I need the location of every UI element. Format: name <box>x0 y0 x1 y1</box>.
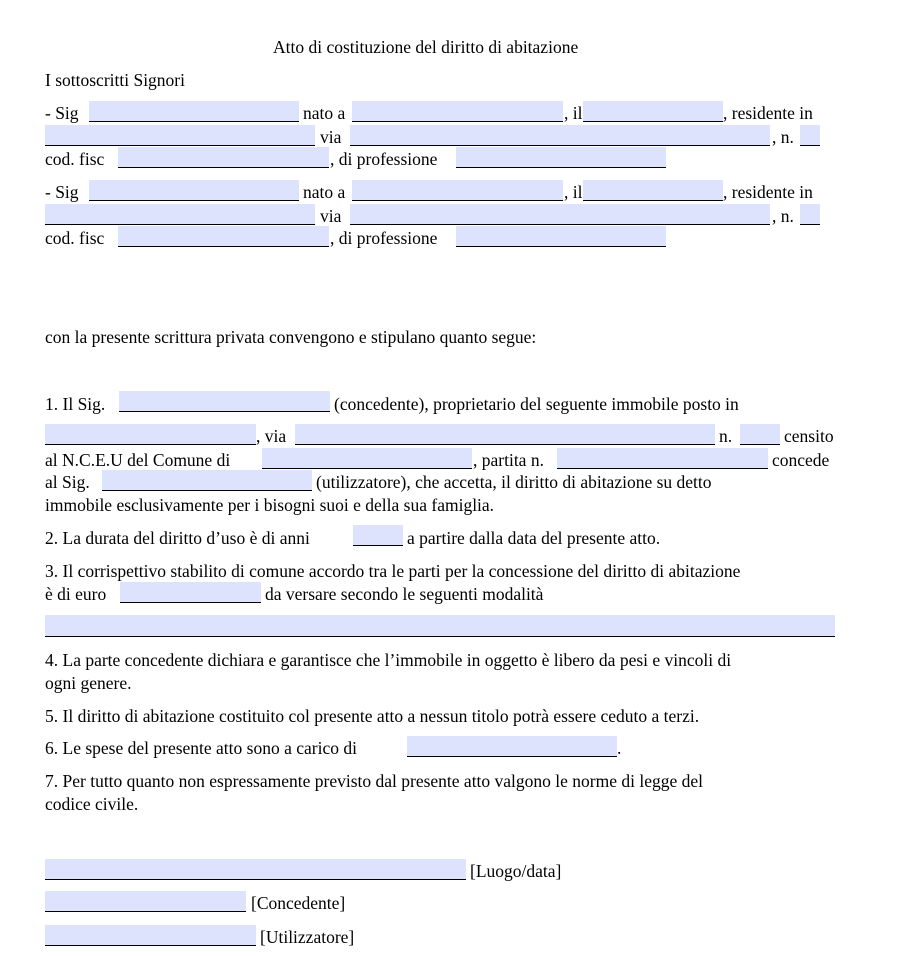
property-street-field[interactable] <box>295 424 715 445</box>
clause-3-euro-label: è di euro <box>45 584 107 604</box>
party-2-birthdate-field[interactable] <box>583 180 723 201</box>
party-1-name-field[interactable] <box>89 101 299 122</box>
clause-1-parcel-label: , partita n. <box>473 450 544 470</box>
clause-1-registered-label: censito <box>784 426 834 446</box>
party-1-taxcode-label: cod. fisc <box>45 149 105 169</box>
clause-2-duration-text: 2. La durata del diritto d’uso è di anni <box>45 528 310 548</box>
clause-7-line-2: codice civile. <box>45 794 139 814</box>
document-title: Atto di costituzione del diritto di abitazione <box>273 37 579 57</box>
municipality-field[interactable] <box>262 448 472 469</box>
property-location-field[interactable] <box>45 424 256 445</box>
party-2-residence-field[interactable] <box>45 204 315 225</box>
party-2-taxcode-label: cod. fisc <box>45 228 105 248</box>
party-2-street-label: via <box>320 206 342 226</box>
party-1-street-field[interactable] <box>350 125 770 146</box>
parcel-number-field[interactable] <box>557 448 768 469</box>
clause-6-expenses-text: 6. Le spese del presente atto sono a carico di <box>45 738 357 758</box>
party-1-birthdate-field[interactable] <box>583 101 723 122</box>
clause-1-purpose-text: immobile esclusivamente per i bisogni suoi e della sua famiglia. <box>45 495 495 515</box>
clause-1-municipality-label: al N.C.E.U del Comune di <box>45 450 231 470</box>
clause-1-grants-label: concede <box>772 450 830 470</box>
clause-1-number-label: n. <box>719 426 733 446</box>
grantor-signature-field[interactable] <box>45 891 246 912</box>
party-2-profession-label: , di professione <box>330 228 438 248</box>
user-signature-field[interactable] <box>45 925 256 946</box>
user-signature-label: [Utilizzatore] <box>260 927 355 947</box>
party-2-sig-label: - Sig <box>45 182 79 202</box>
agreement-text: con la presente scrittura privata convengono e stipulano quanto segue: <box>45 327 537 347</box>
duration-years-field[interactable] <box>353 525 403 546</box>
place-date-field[interactable] <box>45 859 466 880</box>
party-2-number-label: , n. <box>772 206 794 226</box>
party-2-residence-label: , residente in <box>723 182 813 202</box>
clause-3-consideration-text: 3. Il corrispettivo stabilito di comune accordo tra le parti per la concessione del diritto di abitazione <box>45 561 741 581</box>
clause-1-user-label: al Sig. <box>45 472 90 492</box>
party-1-street-label: via <box>320 127 342 147</box>
party-2-date-label: , il <box>564 182 583 202</box>
property-number-field[interactable] <box>740 424 780 445</box>
grantor-signature-label: [Concedente] <box>251 893 346 913</box>
intro-text: I sottoscritti Signori <box>45 70 185 90</box>
user-name-field[interactable] <box>102 470 312 491</box>
party-1-sig-label: - Sig <box>45 103 79 123</box>
party-2-birthplace-field[interactable] <box>352 180 563 201</box>
party-2-profession-field[interactable] <box>456 226 666 247</box>
party-1-profession-field[interactable] <box>456 147 666 168</box>
clause-6-period: . <box>617 738 622 758</box>
place-date-label: [Luogo/data] <box>470 861 562 881</box>
amount-euro-field[interactable] <box>120 582 261 603</box>
expenses-party-field[interactable] <box>407 736 617 757</box>
clause-5: 5. Il diritto di abitazione costituito col presente atto a nessun titolo potrà essere ceduto a terzi. <box>45 706 700 726</box>
party-1-born-label: nato a <box>303 103 346 123</box>
clause-3-payment-text: da versare secondo le seguenti modalità <box>265 584 544 604</box>
party-1-date-label: , il <box>564 103 583 123</box>
party-2-name-field[interactable] <box>89 180 299 201</box>
clause-2-start-text: a partire dalla data del presente atto. <box>407 528 661 548</box>
grantor-name-field[interactable] <box>119 391 330 412</box>
party-2-street-field[interactable] <box>350 204 770 225</box>
party-1-residence-field[interactable] <box>45 125 315 146</box>
clause-7-line-1: 7. Per tutto quanto non espressamente previsto dal presente atto valgono le norme di legge del <box>45 771 704 791</box>
clause-1-grantor-text: (concedente), proprietario del seguente immobile posto in <box>334 394 739 414</box>
clause-1-sig-label: 1. Il Sig. <box>45 394 106 414</box>
payment-terms-field[interactable] <box>45 615 835 637</box>
party-1-taxcode-field[interactable] <box>118 147 329 168</box>
party-1-number-field[interactable] <box>800 125 820 146</box>
clause-4-line-1: 4. La parte concedente dichiara e garantisce che l’immobile in oggetto è libero da pesi e vincoli di <box>45 650 732 670</box>
clause-4-line-2: ogni genere. <box>45 673 132 693</box>
clause-1-user-text: (utilizzatore), che accetta, il diritto di abitazione su detto <box>316 472 712 492</box>
party-1-birthplace-field[interactable] <box>352 101 563 122</box>
party-1-number-label: , n. <box>772 127 794 147</box>
party-2-taxcode-field[interactable] <box>118 226 329 247</box>
party-2-number-field[interactable] <box>800 204 820 225</box>
party-1-residence-label: , residente in <box>723 103 813 123</box>
clause-1-street-label: , via <box>256 426 287 446</box>
party-2-born-label: nato a <box>303 182 346 202</box>
party-1-profession-label: , di professione <box>330 149 438 169</box>
